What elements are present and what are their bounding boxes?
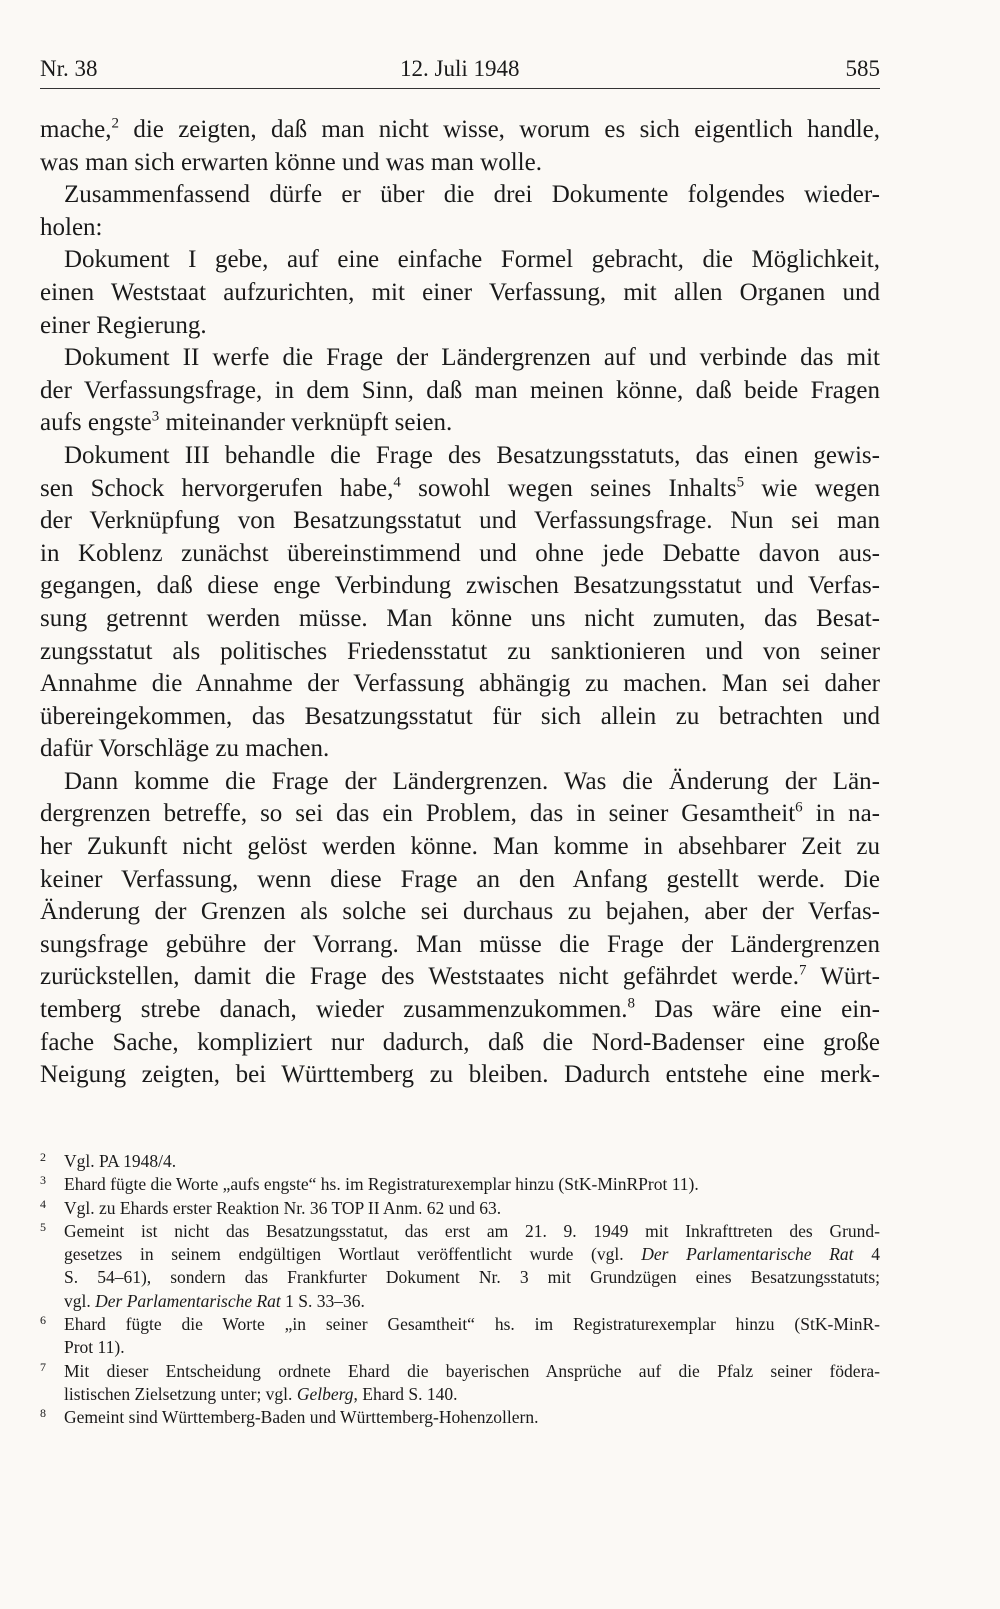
text-line: aufs engste$^3$ miteinander verknüpft seien.: [40, 409, 453, 437]
text-line: Dokument II werfe die Frage der Ländergrenzen auf und verbinde das mit: [64, 344, 880, 372]
text-line: sung getrennt werden müsse. Man könne uns nicht zumuten, das Besat-: [40, 604, 880, 632]
text-line: dergrenzen betreffe, so sei das ein Problem, das in seiner Gesamtheit$^6$ in na-: [40, 800, 880, 828]
text-line: zurückstellen, damit die Frage des Weststaates nicht gefährdet werde.$^7$ Würt-: [40, 963, 880, 991]
footnote-8: 8 Gemeint sind Württemberg-Baden und Württemberg-Hohenzollern.: [40, 1406, 880, 1429]
footnotes: [40, 1150, 880, 1430]
footnote-2: 2 Vgl. PA 1948/4.: [40, 1150, 880, 1173]
text-line: temberg strebe danach, wieder zusammenzukommen.$^8$ Das wäre eine ein-: [40, 995, 880, 1024]
footnote-number: 8: [40, 1406, 46, 1421]
footnote-number: 2: [40, 1150, 46, 1164]
page-number: 585: [845, 56, 880, 81]
text-line: Zusammenfassend dürfe er über die drei Dokumente folgendes wieder-: [64, 181, 880, 209]
footnote-ref: 7: [798, 963, 807, 980]
footnote-ref: 2: [111, 115, 119, 132]
text-line: einen Weststaat aufzurichten, mit einer Verfassung, mit allen Organen und: [40, 278, 880, 306]
text-line: was man sich erwarten könne und was man wolle.: [40, 148, 542, 176]
footnote-ref: 6: [795, 800, 803, 817]
text-line: übereingekommen, das Besatzungsstatut für sich allein zu betrachten und: [40, 702, 880, 730]
text-line: sen Schock hervorgerufen habe,$^4$ sowohl wegen seines Inhalts$^5$ wie wegen: [40, 474, 880, 502]
text-line: dafür Vorschläge zu machen.: [40, 735, 330, 763]
footnote-3: 3 Ehard fügte die Worte „aufs engste“ hs. im Registraturexemplar hinzu (StK-MinRProt 11).: [40, 1173, 880, 1196]
footnote-ref: 4: [393, 474, 401, 491]
footnote-ref: 5: [736, 474, 745, 491]
text-line: Annahme die Annahme der Verfassung abhängig zu machen. Man sei daher: [40, 670, 880, 698]
text-line: zungsstatut als politisches Friedensstatut zu sanktionieren und von seiner: [40, 637, 880, 665]
text-line: der Verknüpfung von Besatzungsstatut und Verfassungsfrage. Nun sei man: [40, 507, 880, 535]
footnote-7: 7 Mit dieser Entscheidung ordnete Ehard die bayerischen Ansprüche auf die Pfalz seiner födera- listischen Zielsetzung unter; vgl. Gelberg, Ehard S. 140.: [40, 1360, 880, 1407]
footnote-ref: 3: [151, 409, 160, 426]
text-line: Neigung zeigten, bei Württemberg zu bleiben. Dadurch entstehe eine merk-: [40, 1061, 880, 1089]
footnote-5: 5 Gemeint ist nicht das Besatzungsstatut, das erst am 21. 9. 1949 mit Inkrafttreten des Grund- gesetzes in seinem endgültigen Wortlaut veröffentlicht wurde (vgl. Der Parlamentarische Rat 4 S. 54–61), sondern das Frankfurter Dokument Nr. 3 mit Grundzügen eines Besatzungsstatuts; vgl. Der Parlamentarische Rat 1 S. 33–36.: [40, 1220, 880, 1313]
text-line: Dokument I gebe, auf eine einfache Formel gebracht, die Möglichkeit,: [64, 246, 880, 274]
main-text: [40, 114, 880, 1092]
header-date: 12. Juli 1948: [400, 56, 520, 81]
running-header: [40, 50, 880, 89]
text-line: keiner Verfassung, wenn diese Frage an den Anfang gestellt werde. Die: [40, 865, 880, 893]
footnote-number: 4: [40, 1196, 46, 1211]
footnote-6: 6 Ehard fügte die Worte „in seiner Gesamtheit“ hs. im Registraturexemplar hinzu (StK-MinR- Prot 11).: [40, 1313, 880, 1360]
text-line: Dann komme die Frage der Ländergrenzen. Was die Änderung der Län-: [64, 767, 880, 795]
text-line: sungsfrage gebühre der Vorrang. Man müsse die Frage der Ländergrenzen: [40, 930, 880, 958]
text-line: her Zukunft nicht gelöst werden könne. Man komme in absehbarer Zeit zu: [40, 833, 880, 861]
text-line: gegangen, daß diese enge Verbindung zwischen Besatzungsstatut und Verfas-: [40, 572, 880, 600]
text-line: der Verfassungsfrage, in dem Sinn, daß man meinen könne, daß beide Fragen: [40, 376, 880, 404]
footnote-ref: 8: [627, 995, 635, 1012]
text-line: einer Regierung.: [40, 311, 207, 339]
footnote-4: 4 Vgl. zu Ehards erster Reaktion Nr. 36 TOP II Anm. 62 und 63.: [40, 1197, 880, 1220]
text-line: in Koblenz zunächst übereinstimmend und ohne jede Debatte davon aus-: [40, 539, 880, 567]
footnote-number: 6: [40, 1313, 46, 1328]
footnote-number: 3: [40, 1173, 46, 1188]
footnote-number: 5: [40, 1219, 46, 1234]
text-line: mache,$^2$ die zeigten, daß man nicht wisse, worum es sich eigentlich handle,: [40, 115, 880, 143]
text-line: Änderung der Grenzen als solche sei durchaus zu bejahen, aber der Verfas-: [40, 898, 880, 926]
text-line: Dokument III behandle die Frage des Besatzungsstatuts, das einen gewis-: [64, 441, 880, 469]
document-number: Nr. 38: [40, 56, 98, 81]
text-line: fache Sache, kompliziert nur dadurch, daß die Nord-Badenser eine große: [40, 1028, 880, 1056]
footnote-number: 7: [40, 1359, 46, 1374]
text-line: holen:: [40, 213, 103, 241]
